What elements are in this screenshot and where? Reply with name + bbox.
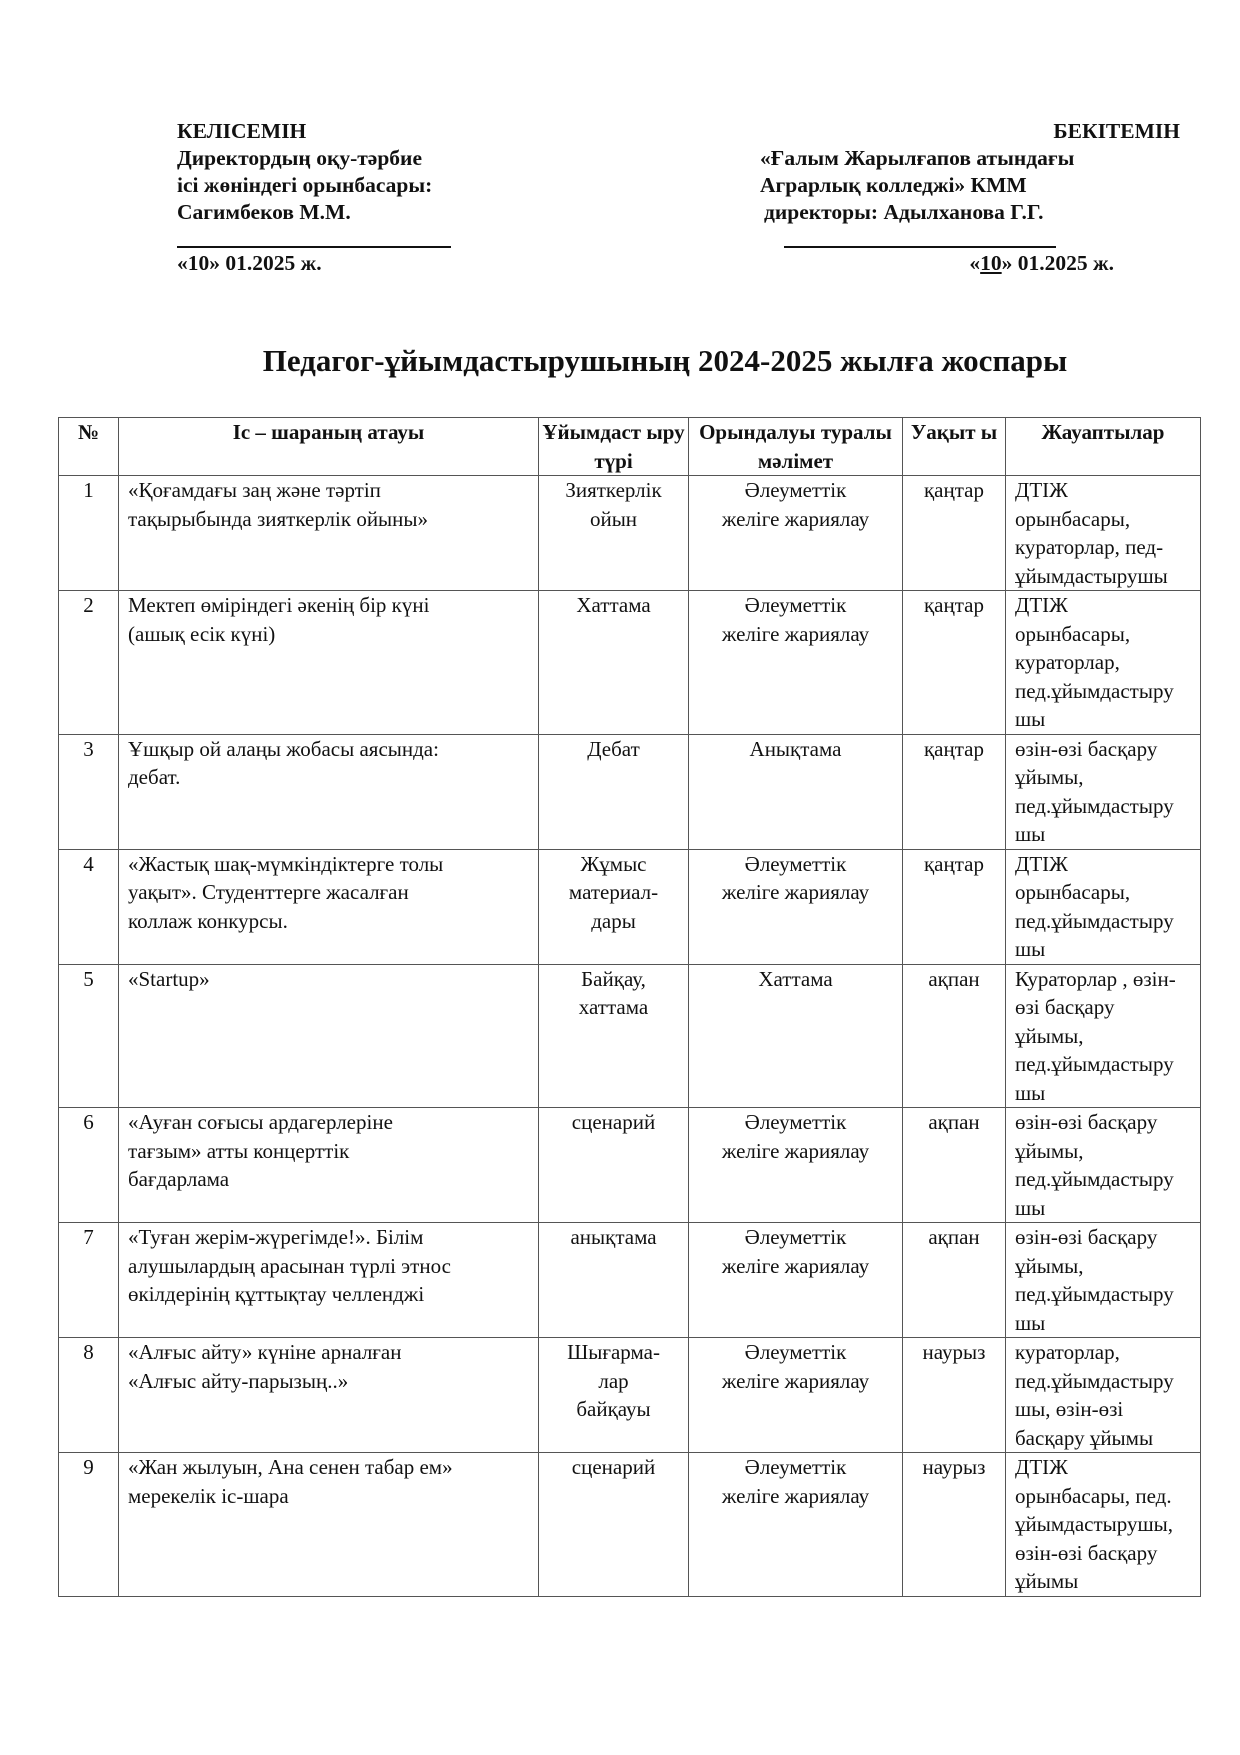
cell-form: Жұмыс материал- дары: [539, 849, 689, 964]
cell-event-name: Мектеп өміріндегі әкенің бір күні (ашық есік күні): [119, 591, 539, 735]
cell-info: Әлеуметтік желіге жариялау: [689, 1338, 903, 1453]
table-row: [59, 1338, 1201, 1453]
approval-block-agreed: [177, 118, 657, 277]
cell-form: Дебат: [539, 734, 689, 849]
cell-event-name: «Ауған соғысы ардагерлеріне тағзым» атты концерттік бағдарлама: [119, 1108, 539, 1223]
cell-time: қаңтар: [903, 476, 1006, 591]
cell-num: 3: [59, 734, 119, 849]
date-rest: » 01.2025 ж.: [209, 251, 322, 275]
cell-info: Әлеуметтік желіге жариялау: [689, 1223, 903, 1338]
cell-time: ақпан: [903, 964, 1006, 1108]
cell-event-name: Ұшқыр ой алаңы жобасы аясында: дебат.: [119, 734, 539, 849]
cell-num: 7: [59, 1223, 119, 1338]
cell-event-name: «Қоғамдағы заң және тәртіп тақырыбында зияткерлік ойыны»: [119, 476, 539, 591]
approval-line: Директордың оқу-тәрбие: [177, 146, 422, 170]
cell-info: Әлеуметтік желіге жариялау: [689, 849, 903, 964]
cell-info: Әлеуметтік желіге жариялау: [689, 591, 903, 735]
cell-form: сценарий: [539, 1108, 689, 1223]
date-day: 10: [187, 251, 210, 275]
approval-date: [760, 250, 1180, 277]
cell-form: Хаттама: [539, 591, 689, 735]
cell-num: 6: [59, 1108, 119, 1223]
approval-line: Сагимбеков М.М.: [177, 200, 351, 224]
table-row: [59, 1453, 1201, 1597]
cell-time: наурыз: [903, 1453, 1006, 1597]
cell-responsible: өзін-өзі басқару ұйымы, пед.ұйымдастыру шы: [1006, 1108, 1201, 1223]
cell-form: Зияткерлік ойын: [539, 476, 689, 591]
date-day: 10: [980, 251, 1002, 275]
cell-time: қаңтар: [903, 849, 1006, 964]
date-rest: » 01.2025 ж.: [1001, 251, 1114, 275]
table-header-row: [59, 418, 1201, 476]
header-num: №: [59, 418, 119, 476]
cell-num: 5: [59, 964, 119, 1108]
cell-event-name: «Startup»: [119, 964, 539, 1108]
cell-time: қаңтар: [903, 591, 1006, 735]
table-row: [59, 1108, 1201, 1223]
cell-event-name: «Алғыс айту» күніне арналған «Алғыс айту-парызың..»: [119, 1338, 539, 1453]
document-title: Педагог-ұйымдастырушының 2024-2025 жылға жоспары: [262, 343, 1068, 378]
cell-responsible: ДТІЖ орынбасары, кураторлар, пед- ұйымдастырушы: [1006, 476, 1201, 591]
table-row: [59, 849, 1201, 964]
plan-table: [58, 417, 1201, 1597]
approval-line: Аграрлық колледжі» КММ: [760, 173, 1027, 197]
table-row: [59, 964, 1201, 1108]
cell-event-name: «Жан жылуын, Ана сенен табар ем» мерекелік іс-шара: [119, 1453, 539, 1597]
cell-responsible: өзін-өзі басқару ұйымы, пед.ұйымдастыру шы: [1006, 734, 1201, 849]
cell-event-name: «Туған жерім-жүрегімде!». Білім алушылардың арасынан түрлі этнос өкілдерінің құттықтау челленджі: [119, 1223, 539, 1338]
cell-responsible: кураторлар, пед.ұйымдастыру шы, өзін-өзі басқару ұйымы: [1006, 1338, 1201, 1453]
cell-time: қаңтар: [903, 734, 1006, 849]
approval-date: [177, 250, 657, 277]
approval-line: «Ғалым Жарылғапов атындағы: [760, 146, 1075, 170]
approval-line: ісі жөніндегі орынбасары:: [177, 173, 433, 197]
cell-time: ақпан: [903, 1223, 1006, 1338]
table-row: [59, 734, 1201, 849]
cell-responsible: ДТІЖ орынбасары, пед.ұйымдастыру шы: [1006, 849, 1201, 964]
cell-num: 4: [59, 849, 119, 964]
cell-event-name: «Жастық шақ-мүмкіндіктерге толы уақыт». Студенттерге жасалған коллаж конкурсы.: [119, 849, 539, 964]
cell-responsible: өзін-өзі басқару ұйымы, пед.ұйымдастыру шы: [1006, 1223, 1201, 1338]
cell-num: 1: [59, 476, 119, 591]
cell-info: Әлеуметтік желіге жариялау: [689, 1453, 903, 1597]
table-row: [59, 591, 1201, 735]
date-quote-open: «: [177, 251, 188, 275]
cell-info: Әлеуметтік желіге жариялау: [689, 1108, 903, 1223]
header-responsible: Жауаптылар: [1006, 418, 1201, 476]
cell-form: анықтама: [539, 1223, 689, 1338]
cell-num: 2: [59, 591, 119, 735]
header-name: Іс – шараның атауы: [119, 418, 539, 476]
cell-responsible: ДТІЖ орынбасары, кураторлар, пед.ұйымдастыру шы: [1006, 591, 1201, 735]
table-row: [59, 476, 1201, 591]
cell-num: 8: [59, 1338, 119, 1453]
approval-block-approved: [760, 118, 1180, 277]
date-quote-open: «: [969, 251, 981, 275]
cell-form: сценарий: [539, 1453, 689, 1597]
cell-form: Шығарма- лар байқауы: [539, 1338, 689, 1453]
cell-responsible: ДТІЖ орынбасары, пед. ұйымдастырушы, өзін-өзі басқару ұйымы: [1006, 1453, 1201, 1597]
signature-line: [177, 246, 451, 248]
cell-form: Байқау, хаттама: [539, 964, 689, 1108]
cell-info: Әлеуметтік желіге жариялау: [689, 476, 903, 591]
cell-time: наурыз: [903, 1338, 1006, 1453]
header-form: Ұйымдаст ыру түрі: [539, 418, 689, 476]
table-row: [59, 1223, 1201, 1338]
cell-responsible: Кураторлар , өзін- өзі басқару ұйымы, пед.ұйымдастыру шы: [1006, 964, 1201, 1108]
header-info: Орындалуы туралы мәлімет: [689, 418, 903, 476]
cell-time: ақпан: [903, 1108, 1006, 1223]
signature-line: [784, 246, 1056, 248]
approval-line: директоры: Адылханова Г.Г.: [764, 200, 1044, 224]
cell-info: Хаттама: [689, 964, 903, 1108]
approval-heading: КЕЛІСЕМІН: [177, 119, 307, 143]
cell-info: Анықтама: [689, 734, 903, 849]
approval-heading: БЕКІТЕМІН: [1053, 119, 1180, 143]
header-time: Уақыт ы: [903, 418, 1006, 476]
cell-num: 9: [59, 1453, 119, 1597]
